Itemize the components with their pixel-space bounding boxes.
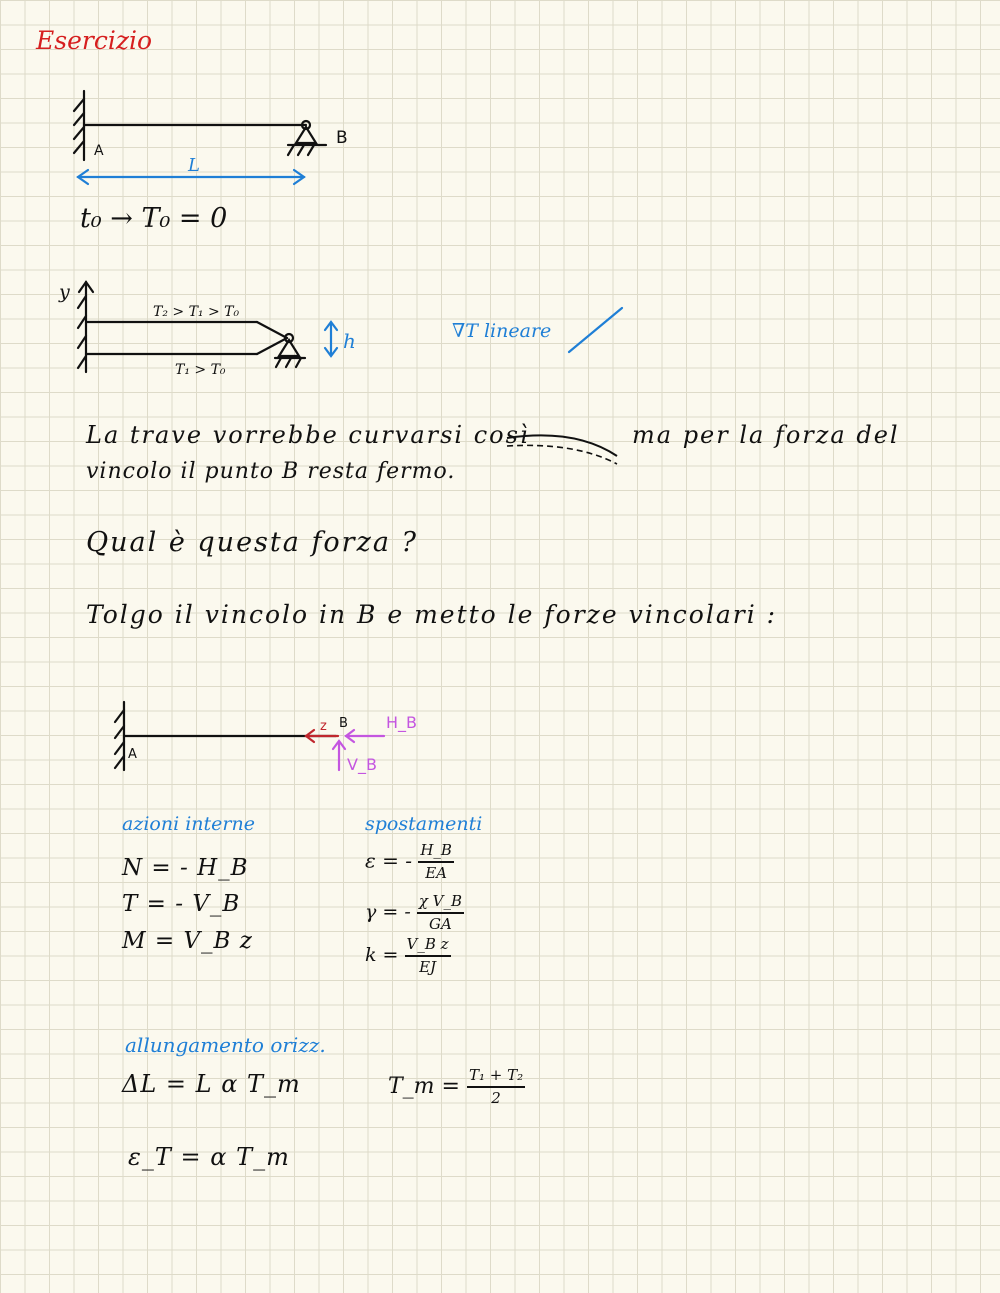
- gradient-note: ∇T lineare: [452, 320, 552, 342]
- support-b-label: B: [336, 128, 348, 148]
- internal-actions-heading: azioni interne: [122, 813, 255, 835]
- k-lhs: k =: [365, 944, 399, 966]
- formula-eps-t: ε_T = α T_m: [128, 1143, 290, 1171]
- k-denominator: EJ: [419, 958, 437, 976]
- tm-denominator: 2: [491, 1089, 501, 1107]
- elongation-heading: allungamento orizz.: [125, 1033, 326, 1057]
- tm-fraction: [467, 1068, 525, 1106]
- y-axis-label: y: [59, 281, 70, 303]
- support-a-label: A: [94, 143, 104, 159]
- epsilon-lhs: ε = -: [365, 848, 412, 873]
- bottom-fiber-label: T₁ > T₀: [175, 362, 226, 378]
- height-label: h: [343, 329, 356, 353]
- curved-beam-sketch: [505, 428, 625, 468]
- length-label: L: [188, 155, 200, 176]
- formula-epsilon: [365, 843, 454, 881]
- formula-n: N = - H_B: [122, 855, 249, 881]
- paragraph-line-1-start: La trave vorrebbe curvarsi così: [86, 421, 530, 449]
- epsilon-numerator: H_B: [418, 843, 454, 863]
- formula-tm: [388, 1068, 525, 1106]
- epsilon-denominator: EA: [425, 864, 448, 882]
- formula-gamma: [365, 894, 464, 932]
- gamma-numerator: χ V_B: [417, 894, 464, 914]
- force-vb-label: V_B: [347, 755, 377, 774]
- formula-t: T = - V_B: [122, 891, 241, 917]
- displacements-heading: spostamenti: [365, 813, 483, 835]
- tm-numerator: T₁ + T₂: [467, 1068, 525, 1088]
- step-text: Tolgo il vincolo in B e metto le forze vincolari :: [86, 600, 778, 629]
- page-title: Esercizio: [36, 26, 153, 55]
- paragraph-line-1-end: ma per la forza del: [632, 421, 900, 449]
- force-hb-label: H_B: [386, 713, 418, 732]
- epsilon-fraction: [418, 843, 454, 881]
- beam-diagram-3: [110, 698, 430, 778]
- paragraph-line-2: vincolo il punto B resta fermo.: [86, 459, 456, 484]
- gamma-denominator: GA: [429, 915, 452, 933]
- beam-diagram-1: [60, 85, 370, 195]
- formula-m: M = V_B z: [122, 928, 253, 954]
- top-fiber-label: T₂ > T₁ > T₀: [153, 304, 240, 320]
- initial-temperature: t₀ → T₀ = 0: [80, 203, 228, 234]
- point-b-label: B: [339, 716, 348, 731]
- gamma-lhs: γ = -: [365, 901, 411, 923]
- k-fraction: [405, 937, 451, 975]
- beam-diagram-2: [55, 276, 365, 386]
- k-numerator: V_B z: [405, 937, 451, 957]
- linear-gradient-sketch: [565, 305, 625, 355]
- question: Qual è questa forza ?: [86, 527, 418, 558]
- gamma-fraction: [417, 894, 464, 932]
- formula-k: [365, 937, 451, 975]
- point-a-label: A: [128, 747, 137, 762]
- tm-lhs: T_m =: [388, 1074, 460, 1099]
- z-axis-label: z: [320, 719, 327, 734]
- formula-delta-l: ΔL = L α T_m: [122, 1070, 301, 1098]
